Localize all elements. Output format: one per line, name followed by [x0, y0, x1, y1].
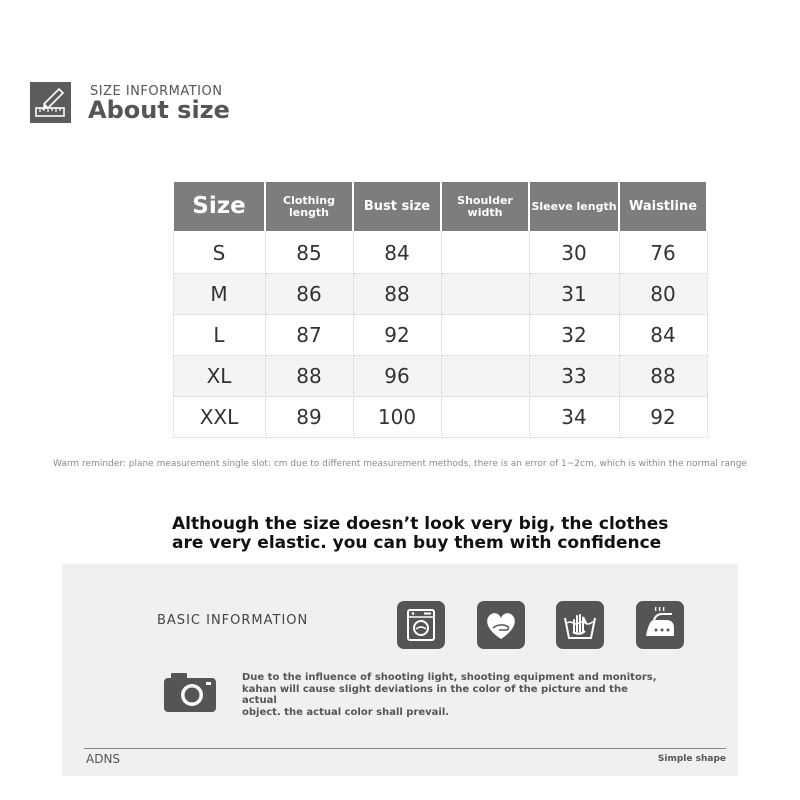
- cell-waistline: 92: [619, 397, 707, 438]
- cell-waistline: 88: [619, 356, 707, 397]
- color-disclaimer: [242, 672, 662, 718]
- table-row: [173, 274, 707, 315]
- cell-sleeve-length: 30: [529, 232, 619, 274]
- tagline: Simple shape: [657, 754, 726, 764]
- section-title: About size: [88, 96, 230, 124]
- elastic-message-line: are very elastic. you can buy them with confidence: [172, 533, 662, 553]
- measurement-note: Warm reminder: plane measurement single slot: cm due to different measurement methods, there is an error of 1~2cm, which is within the normal range: [53, 459, 747, 469]
- cell-clothing-length: 89: [265, 397, 353, 438]
- cell-shoulder-width: [441, 356, 529, 397]
- cell-shoulder-width: [441, 232, 529, 274]
- disclaimer-line: object. the actual color shall prevail.: [242, 706, 450, 718]
- cell-bust-size: 92: [353, 315, 441, 356]
- heart-hand-icon: [477, 601, 525, 649]
- cell-bust-size: 100: [353, 397, 441, 438]
- iron-icon: [636, 601, 684, 649]
- header-bust-size: Bust size: [353, 181, 441, 232]
- cell-bust-size: 88: [353, 274, 441, 315]
- brand-name: ADNS: [86, 752, 121, 766]
- basic-info-panel: [62, 564, 738, 776]
- cell-shoulder-width: [441, 274, 529, 315]
- cell-waistline: 80: [619, 274, 707, 315]
- disclaimer-line: Due to the influence of shooting light, shooting equipment and monitors,: [242, 672, 657, 683]
- cell-size: XXL: [173, 397, 265, 438]
- cell-clothing-length: 88: [265, 356, 353, 397]
- cell-shoulder-width: [441, 397, 529, 438]
- cell-size: XL: [173, 356, 265, 397]
- cell-sleeve-length: 32: [529, 315, 619, 356]
- cell-sleeve-length: 34: [529, 397, 619, 438]
- washing-machine-icon: [397, 601, 445, 649]
- cell-bust-size: 84: [353, 232, 441, 274]
- cell-waistline: 84: [619, 315, 707, 356]
- table-row: [173, 397, 707, 438]
- disclaimer-line: kahan will cause slight deviations in the color of the picture and the actual: [242, 683, 628, 706]
- hand-wash-icon: [556, 601, 604, 649]
- camera-icon: [162, 668, 218, 714]
- cell-sleeve-length: 31: [529, 274, 619, 315]
- table-row: [173, 315, 707, 356]
- cell-waistline: 76: [619, 232, 707, 274]
- cell-size: M: [173, 274, 265, 315]
- ruler-pencil-icon: [30, 82, 71, 123]
- cell-size: S: [173, 232, 265, 274]
- cell-clothing-length: 87: [265, 315, 353, 356]
- cell-sleeve-length: 33: [529, 356, 619, 397]
- header-size: Size: [173, 181, 265, 232]
- header-clothing-length: Clothing length: [265, 181, 353, 232]
- header-waistline: Waistline: [619, 181, 707, 232]
- cell-size: L: [173, 315, 265, 356]
- cell-bust-size: 96: [353, 356, 441, 397]
- table-header-row: [173, 181, 707, 232]
- elastic-message: [172, 515, 692, 553]
- divider: [84, 748, 726, 749]
- table-row: [173, 232, 707, 274]
- size-table: [172, 180, 708, 438]
- elastic-message-line: Although the size doesn’t look very big, the clothes: [172, 514, 669, 534]
- basic-info-title: BASIC INFORMATION: [157, 613, 309, 628]
- header-sleeve-length: Sleeve length: [529, 181, 619, 232]
- cell-shoulder-width: [441, 315, 529, 356]
- section-subtitle: SIZE INFORMATION: [90, 84, 223, 99]
- header-shoulder-width: Shoulder width: [441, 181, 529, 232]
- cell-clothing-length: 86: [265, 274, 353, 315]
- cell-clothing-length: 85: [265, 232, 353, 274]
- table-row: [173, 356, 707, 397]
